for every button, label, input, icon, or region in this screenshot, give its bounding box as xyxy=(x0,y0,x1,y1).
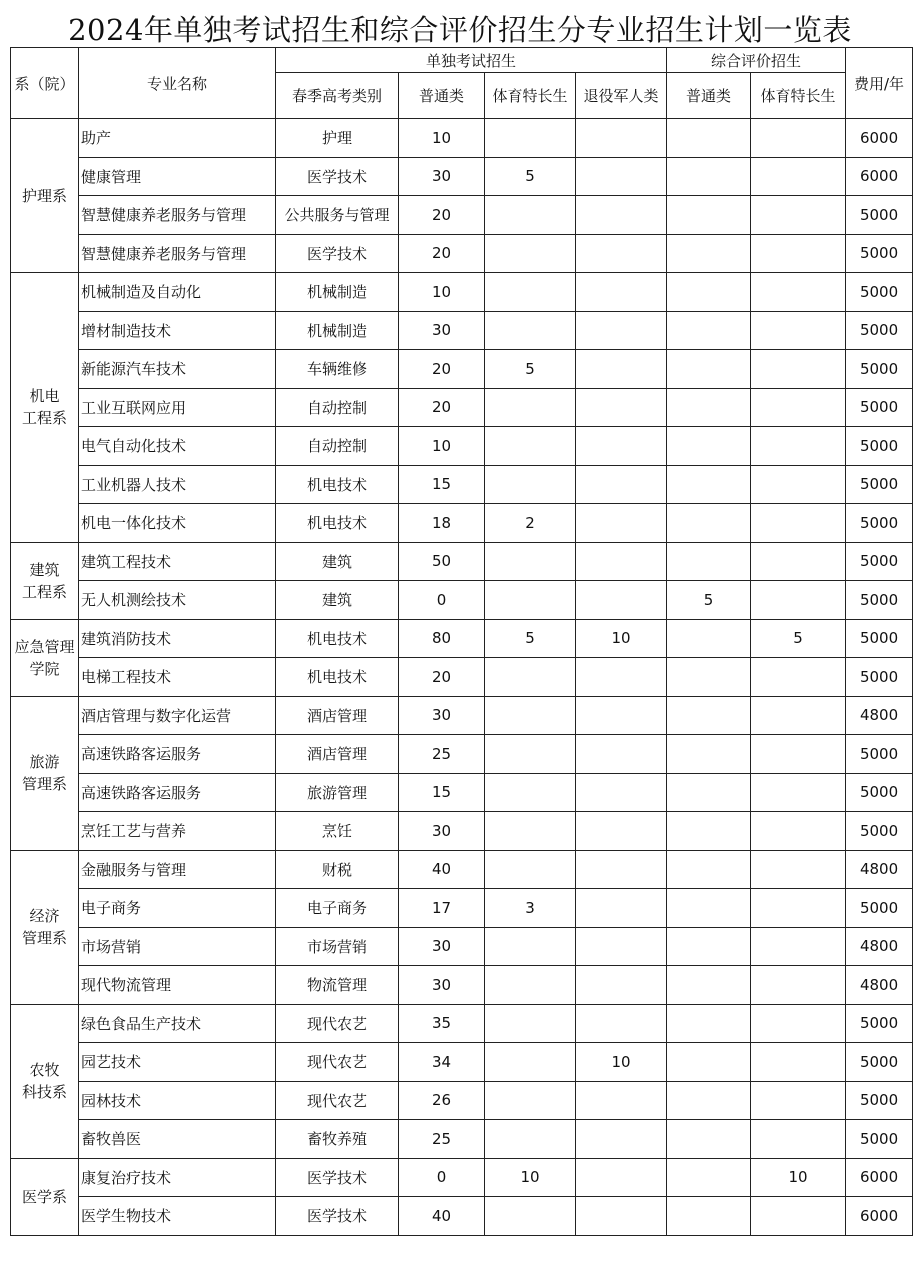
comp-general-cell xyxy=(667,465,751,504)
table-row xyxy=(11,1197,913,1236)
major-name-cell: 高速铁路客运服务 xyxy=(79,735,276,774)
single-veteran-cell xyxy=(576,1158,667,1197)
table-row xyxy=(11,119,913,158)
comp-sports-cell: 5 xyxy=(751,619,846,658)
single-sports-cell xyxy=(485,735,576,774)
spring-category-cell: 财税 xyxy=(276,850,399,889)
table-row xyxy=(11,889,913,928)
dept-cell: 旅游 管理系 xyxy=(11,696,79,850)
single-veteran-cell xyxy=(576,427,667,466)
header-comp-general: 普通类 xyxy=(667,73,751,119)
table-row xyxy=(11,427,913,466)
major-name-cell: 烹饪工艺与营养 xyxy=(79,812,276,851)
single-general-cell: 10 xyxy=(399,273,485,312)
header-single-sports: 体育特长生 xyxy=(485,73,576,119)
single-veteran-cell xyxy=(576,1120,667,1159)
fee-cell: 5000 xyxy=(846,465,913,504)
fee-cell: 5000 xyxy=(846,773,913,812)
single-general-cell: 80 xyxy=(399,619,485,658)
major-name-cell: 医学生物技术 xyxy=(79,1197,276,1236)
comp-sports-cell xyxy=(751,504,846,543)
single-veteran-cell xyxy=(576,119,667,158)
single-sports-cell xyxy=(485,388,576,427)
single-general-cell: 30 xyxy=(399,696,485,735)
table-row xyxy=(11,273,913,312)
major-name-cell: 电梯工程技术 xyxy=(79,658,276,697)
single-veteran-cell xyxy=(576,658,667,697)
comp-sports-cell xyxy=(751,850,846,889)
comp-sports-cell xyxy=(751,735,846,774)
single-veteran-cell xyxy=(576,1197,667,1236)
dept-cell: 农牧 科技系 xyxy=(11,1004,79,1158)
single-sports-cell xyxy=(485,1120,576,1159)
spring-category-cell: 物流管理 xyxy=(276,966,399,1005)
dept-cell: 护理系 xyxy=(11,119,79,273)
table-row xyxy=(11,504,913,543)
fee-cell: 5000 xyxy=(846,735,913,774)
fee-cell: 4800 xyxy=(846,927,913,966)
single-veteran-cell xyxy=(576,812,667,851)
single-sports-cell xyxy=(485,119,576,158)
table-row xyxy=(11,658,913,697)
fee-cell: 5000 xyxy=(846,350,913,389)
comp-general-cell xyxy=(667,696,751,735)
fee-cell: 5000 xyxy=(846,889,913,928)
single-general-cell: 20 xyxy=(399,350,485,389)
single-general-cell: 0 xyxy=(399,581,485,620)
fee-cell: 5000 xyxy=(846,504,913,543)
spring-category-cell: 酒店管理 xyxy=(276,735,399,774)
single-general-cell: 17 xyxy=(399,889,485,928)
spring-category-cell: 酒店管理 xyxy=(276,696,399,735)
spring-category-cell: 现代农艺 xyxy=(276,1081,399,1120)
comp-sports-cell xyxy=(751,273,846,312)
fee-cell: 5000 xyxy=(846,1004,913,1043)
single-sports-cell: 5 xyxy=(485,157,576,196)
major-name-cell: 智慧健康养老服务与管理 xyxy=(79,234,276,273)
single-sports-cell xyxy=(485,1081,576,1120)
single-sports-cell xyxy=(485,658,576,697)
comp-sports-cell: 10 xyxy=(751,1158,846,1197)
dept-cell: 医学系 xyxy=(11,1158,79,1235)
spring-category-cell: 自动控制 xyxy=(276,388,399,427)
single-veteran-cell xyxy=(576,773,667,812)
fee-cell: 5000 xyxy=(846,542,913,581)
table-row xyxy=(11,542,913,581)
major-name-cell: 机电一体化技术 xyxy=(79,504,276,543)
spring-category-cell: 烹饪 xyxy=(276,812,399,851)
comp-sports-cell xyxy=(751,773,846,812)
comp-general-cell xyxy=(667,773,751,812)
table-row xyxy=(11,850,913,889)
major-name-cell: 助产 xyxy=(79,119,276,158)
single-sports-cell: 5 xyxy=(485,619,576,658)
comp-general-cell: 5 xyxy=(667,581,751,620)
single-general-cell: 10 xyxy=(399,119,485,158)
table-row xyxy=(11,388,913,427)
comp-general-cell xyxy=(667,157,751,196)
single-veteran-cell xyxy=(576,889,667,928)
spring-category-cell: 公共服务与管理 xyxy=(276,196,399,235)
comp-sports-cell xyxy=(751,311,846,350)
comp-general-cell xyxy=(667,273,751,312)
spring-category-cell: 医学技术 xyxy=(276,1158,399,1197)
header-spring-category: 春季高考类别 xyxy=(276,73,399,119)
major-name-cell: 市场营销 xyxy=(79,927,276,966)
table-row xyxy=(11,966,913,1005)
comp-general-cell xyxy=(667,1081,751,1120)
fee-cell: 6000 xyxy=(846,157,913,196)
table-row xyxy=(11,927,913,966)
single-general-cell: 30 xyxy=(399,966,485,1005)
comp-sports-cell xyxy=(751,157,846,196)
comp-general-cell xyxy=(667,619,751,658)
single-veteran-cell xyxy=(576,234,667,273)
enrollment-plan-table xyxy=(10,47,913,1236)
comp-sports-cell xyxy=(751,350,846,389)
comp-general-cell xyxy=(667,927,751,966)
dept-cell: 建筑 工程系 xyxy=(11,542,79,619)
comp-sports-cell xyxy=(751,388,846,427)
single-general-cell: 20 xyxy=(399,196,485,235)
single-sports-cell xyxy=(485,1043,576,1082)
single-general-cell: 34 xyxy=(399,1043,485,1082)
fee-cell: 5000 xyxy=(846,196,913,235)
fee-cell: 5000 xyxy=(846,619,913,658)
spring-category-cell: 医学技术 xyxy=(276,157,399,196)
spring-category-cell: 机电技术 xyxy=(276,465,399,504)
single-veteran-cell xyxy=(576,966,667,1005)
comp-sports-cell xyxy=(751,812,846,851)
spring-category-cell: 旅游管理 xyxy=(276,773,399,812)
single-veteran-cell xyxy=(576,388,667,427)
single-general-cell: 40 xyxy=(399,850,485,889)
spring-category-cell: 现代农艺 xyxy=(276,1004,399,1043)
comp-general-cell xyxy=(667,1004,751,1043)
header-single-exam: 单独考试招生 xyxy=(276,48,667,73)
single-sports-cell xyxy=(485,773,576,812)
comp-sports-cell xyxy=(751,889,846,928)
comp-general-cell xyxy=(667,1043,751,1082)
comp-general-cell xyxy=(667,966,751,1005)
single-general-cell: 20 xyxy=(399,388,485,427)
single-veteran-cell xyxy=(576,542,667,581)
table-row xyxy=(11,1004,913,1043)
major-name-cell: 无人机测绘技术 xyxy=(79,581,276,620)
comp-sports-cell xyxy=(751,465,846,504)
comp-general-cell xyxy=(667,427,751,466)
table-body xyxy=(11,119,913,1236)
spring-category-cell: 市场营销 xyxy=(276,927,399,966)
single-sports-cell xyxy=(485,311,576,350)
single-general-cell: 20 xyxy=(399,658,485,697)
single-general-cell: 10 xyxy=(399,427,485,466)
spring-category-cell: 医学技术 xyxy=(276,1197,399,1236)
single-general-cell: 35 xyxy=(399,1004,485,1043)
comp-sports-cell xyxy=(751,1120,846,1159)
comp-general-cell xyxy=(667,1197,751,1236)
single-general-cell: 15 xyxy=(399,773,485,812)
comp-sports-cell xyxy=(751,1081,846,1120)
single-sports-cell xyxy=(485,696,576,735)
comp-general-cell xyxy=(667,658,751,697)
fee-cell: 6000 xyxy=(846,119,913,158)
comp-general-cell xyxy=(667,735,751,774)
comp-general-cell xyxy=(667,350,751,389)
single-sports-cell: 10 xyxy=(485,1158,576,1197)
single-veteran-cell xyxy=(576,311,667,350)
single-general-cell: 25 xyxy=(399,735,485,774)
header-single-veteran: 退役军人类 xyxy=(576,73,667,119)
major-name-cell: 电气自动化技术 xyxy=(79,427,276,466)
major-name-cell: 康复治疗技术 xyxy=(79,1158,276,1197)
single-veteran-cell xyxy=(576,1004,667,1043)
single-sports-cell xyxy=(485,812,576,851)
major-name-cell: 新能源汽车技术 xyxy=(79,350,276,389)
fee-cell: 4800 xyxy=(846,696,913,735)
single-sports-cell xyxy=(485,427,576,466)
fee-cell: 5000 xyxy=(846,1043,913,1082)
table-row xyxy=(11,1081,913,1120)
single-sports-cell xyxy=(485,850,576,889)
spring-category-cell: 建筑 xyxy=(276,542,399,581)
spring-category-cell: 机电技术 xyxy=(276,658,399,697)
single-general-cell: 30 xyxy=(399,311,485,350)
comp-sports-cell xyxy=(751,1004,846,1043)
comp-general-cell xyxy=(667,850,751,889)
comp-sports-cell xyxy=(751,427,846,466)
header-single-general: 普通类 xyxy=(399,73,485,119)
single-veteran-cell xyxy=(576,581,667,620)
spring-category-cell: 机电技术 xyxy=(276,504,399,543)
single-general-cell: 50 xyxy=(399,542,485,581)
header-major: 专业名称 xyxy=(79,48,276,119)
spring-category-cell: 机械制造 xyxy=(276,273,399,312)
fee-cell: 4800 xyxy=(846,850,913,889)
single-sports-cell xyxy=(485,1004,576,1043)
spring-category-cell: 护理 xyxy=(276,119,399,158)
spring-category-cell: 机械制造 xyxy=(276,311,399,350)
major-name-cell: 增材制造技术 xyxy=(79,311,276,350)
comp-general-cell xyxy=(667,504,751,543)
single-veteran-cell xyxy=(576,1081,667,1120)
table-row xyxy=(11,196,913,235)
major-name-cell: 园艺技术 xyxy=(79,1043,276,1082)
fee-cell: 5000 xyxy=(846,273,913,312)
spring-category-cell: 医学技术 xyxy=(276,234,399,273)
single-veteran-cell xyxy=(576,350,667,389)
major-name-cell: 高速铁路客运服务 xyxy=(79,773,276,812)
single-general-cell: 30 xyxy=(399,157,485,196)
table-row xyxy=(11,1120,913,1159)
major-name-cell: 园林技术 xyxy=(79,1081,276,1120)
comp-sports-cell xyxy=(751,696,846,735)
table-row xyxy=(11,696,913,735)
comp-sports-cell xyxy=(751,1043,846,1082)
comp-sports-cell xyxy=(751,1197,846,1236)
single-veteran-cell xyxy=(576,465,667,504)
major-name-cell: 健康管理 xyxy=(79,157,276,196)
table-row xyxy=(11,773,913,812)
spring-category-cell: 畜牧养殖 xyxy=(276,1120,399,1159)
comp-general-cell xyxy=(667,119,751,158)
major-name-cell: 工业机器人技术 xyxy=(79,465,276,504)
single-general-cell: 25 xyxy=(399,1120,485,1159)
major-name-cell: 畜牧兽医 xyxy=(79,1120,276,1159)
table-row xyxy=(11,735,913,774)
fee-cell: 4800 xyxy=(846,966,913,1005)
fee-cell: 6000 xyxy=(846,1158,913,1197)
header-comprehensive: 综合评价招生 xyxy=(667,48,846,73)
comp-sports-cell xyxy=(751,234,846,273)
major-name-cell: 建筑工程技术 xyxy=(79,542,276,581)
comp-general-cell xyxy=(667,812,751,851)
single-veteran-cell xyxy=(576,504,667,543)
comp-sports-cell xyxy=(751,196,846,235)
dept-cell: 经济 管理系 xyxy=(11,850,79,1004)
spring-category-cell: 电子商务 xyxy=(276,889,399,928)
spring-category-cell: 现代农艺 xyxy=(276,1043,399,1082)
fee-cell: 5000 xyxy=(846,658,913,697)
single-sports-cell xyxy=(485,966,576,1005)
fee-cell: 5000 xyxy=(846,311,913,350)
dept-cell: 应急管理 学院 xyxy=(11,619,79,696)
table-row xyxy=(11,1158,913,1197)
single-veteran-cell: 10 xyxy=(576,619,667,658)
single-sports-cell xyxy=(485,465,576,504)
single-general-cell: 18 xyxy=(399,504,485,543)
comp-general-cell xyxy=(667,889,751,928)
table-row xyxy=(11,234,913,273)
table-row xyxy=(11,311,913,350)
single-sports-cell: 2 xyxy=(485,504,576,543)
single-general-cell: 30 xyxy=(399,927,485,966)
single-veteran-cell xyxy=(576,273,667,312)
table-row xyxy=(11,812,913,851)
comp-general-cell xyxy=(667,388,751,427)
comp-general-cell xyxy=(667,542,751,581)
single-general-cell: 0 xyxy=(399,1158,485,1197)
single-veteran-cell xyxy=(576,927,667,966)
fee-cell: 5000 xyxy=(846,812,913,851)
comp-sports-cell xyxy=(751,581,846,620)
single-veteran-cell xyxy=(576,157,667,196)
fee-cell: 5000 xyxy=(846,581,913,620)
table-row xyxy=(11,157,913,196)
major-name-cell: 电子商务 xyxy=(79,889,276,928)
table-row xyxy=(11,465,913,504)
fee-cell: 5000 xyxy=(846,388,913,427)
single-veteran-cell xyxy=(576,850,667,889)
table-row xyxy=(11,350,913,389)
major-name-cell: 工业互联网应用 xyxy=(79,388,276,427)
single-veteran-cell xyxy=(576,735,667,774)
single-sports-cell xyxy=(485,234,576,273)
header-dept: 系（院） xyxy=(11,48,79,119)
single-sports-cell xyxy=(485,273,576,312)
single-general-cell: 30 xyxy=(399,812,485,851)
spring-category-cell: 机电技术 xyxy=(276,619,399,658)
comp-sports-cell xyxy=(751,658,846,697)
single-sports-cell: 5 xyxy=(485,350,576,389)
major-name-cell: 现代物流管理 xyxy=(79,966,276,1005)
single-sports-cell xyxy=(485,196,576,235)
single-general-cell: 26 xyxy=(399,1081,485,1120)
header-fee: 费用/年 xyxy=(846,48,913,119)
spring-category-cell: 自动控制 xyxy=(276,427,399,466)
comp-general-cell xyxy=(667,234,751,273)
fee-cell: 6000 xyxy=(846,1197,913,1236)
single-veteran-cell xyxy=(576,196,667,235)
comp-general-cell xyxy=(667,311,751,350)
major-name-cell: 酒店管理与数字化运营 xyxy=(79,696,276,735)
table-row xyxy=(11,581,913,620)
single-veteran-cell xyxy=(576,696,667,735)
single-general-cell: 20 xyxy=(399,234,485,273)
comp-general-cell xyxy=(667,1120,751,1159)
comp-general-cell xyxy=(667,1158,751,1197)
single-general-cell: 40 xyxy=(399,1197,485,1236)
major-name-cell: 金融服务与管理 xyxy=(79,850,276,889)
header-comp-sports: 体育特长生 xyxy=(751,73,846,119)
fee-cell: 5000 xyxy=(846,234,913,273)
single-sports-cell xyxy=(485,1197,576,1236)
major-name-cell: 建筑消防技术 xyxy=(79,619,276,658)
single-sports-cell xyxy=(485,581,576,620)
major-name-cell: 机械制造及自动化 xyxy=(79,273,276,312)
single-sports-cell: 3 xyxy=(485,889,576,928)
major-name-cell: 智慧健康养老服务与管理 xyxy=(79,196,276,235)
comp-sports-cell xyxy=(751,966,846,1005)
fee-cell: 5000 xyxy=(846,1081,913,1120)
single-sports-cell xyxy=(485,542,576,581)
fee-cell: 5000 xyxy=(846,1120,913,1159)
comp-sports-cell xyxy=(751,927,846,966)
single-general-cell: 15 xyxy=(399,465,485,504)
table-row xyxy=(11,1043,913,1082)
single-sports-cell xyxy=(485,927,576,966)
single-veteran-cell: 10 xyxy=(576,1043,667,1082)
page-title: 2024年单独考试招生和综合评价招生分专业招生计划一览表 xyxy=(68,13,852,47)
comp-sports-cell xyxy=(751,119,846,158)
major-name-cell: 绿色食品生产技术 xyxy=(79,1004,276,1043)
table-row xyxy=(11,619,913,658)
dept-cell: 机电 工程系 xyxy=(11,273,79,543)
spring-category-cell: 车辆维修 xyxy=(276,350,399,389)
comp-general-cell xyxy=(667,196,751,235)
fee-cell: 5000 xyxy=(846,427,913,466)
comp-sports-cell xyxy=(751,542,846,581)
spring-category-cell: 建筑 xyxy=(276,581,399,620)
